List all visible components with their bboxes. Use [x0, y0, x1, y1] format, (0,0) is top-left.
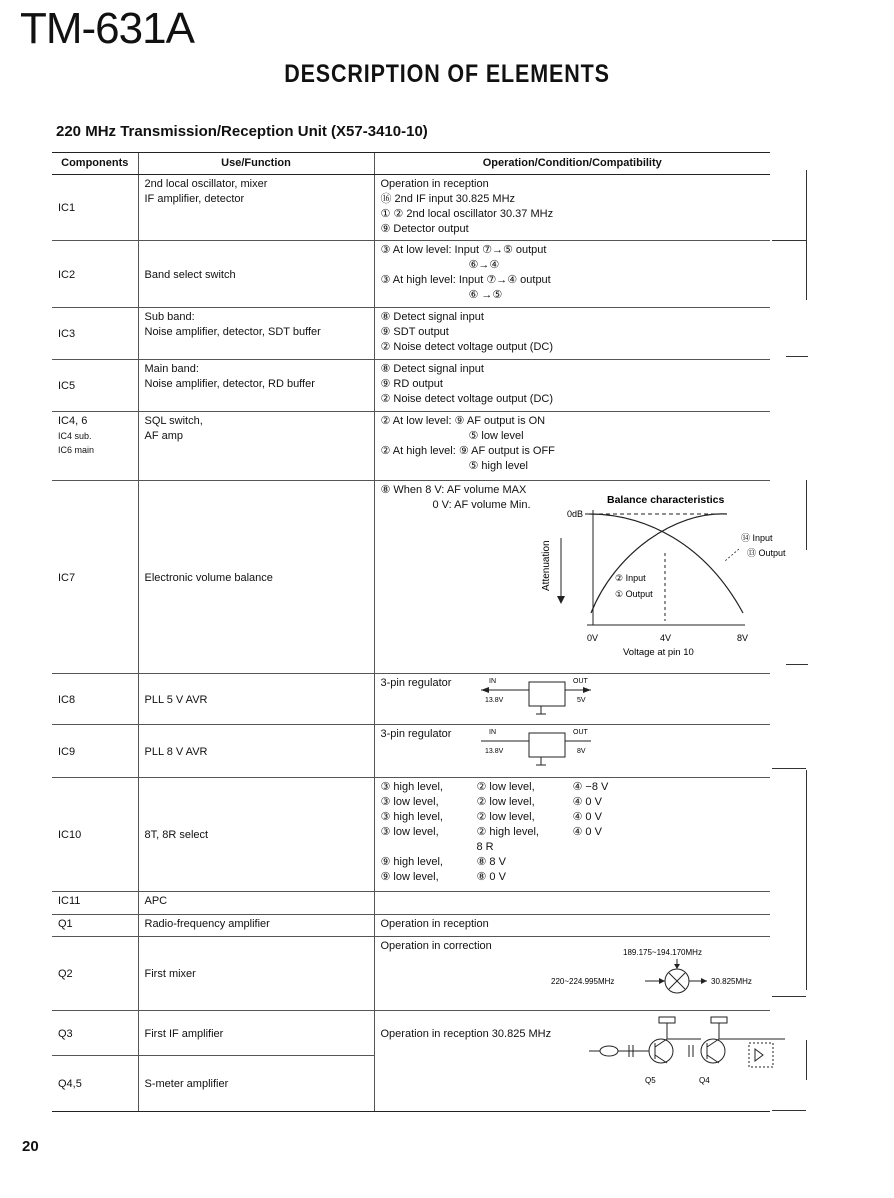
op-line: ③ At low level: Input ⑦→⑤ output	[380, 244, 547, 257]
y-top-label: 0dB	[566, 509, 583, 520]
rf-arrow	[659, 978, 665, 984]
op-line: ⑯ 2nd IF input 30.825 MHz	[380, 193, 516, 205]
component-cell: IC3	[52, 308, 138, 360]
use-cell: APC	[138, 892, 374, 914]
margin-rule	[806, 170, 807, 300]
chart-title: Balance characteristics	[606, 494, 724, 507]
component-cell: IC9	[52, 725, 138, 778]
margin-tick	[772, 240, 806, 241]
use-cell: PLL 8 V AVR	[138, 725, 374, 778]
use-cell	[138, 175, 374, 241]
use-cell	[138, 360, 374, 412]
operation-cell	[374, 778, 770, 892]
reg-arrow	[583, 687, 591, 693]
component-cell: Q4,5	[52, 1055, 138, 1111]
margin-rule	[806, 770, 807, 990]
elements-table	[52, 152, 786, 1112]
use-cell: PLL 5 V AVR	[138, 674, 374, 725]
reg-in-label: IN	[488, 678, 496, 686]
use-line: Main band:	[144, 363, 199, 376]
reg-box	[529, 682, 565, 706]
page-number: 20	[22, 1138, 39, 1155]
op-line: ⑨ Detector output	[380, 223, 469, 235]
component-cell: Q1	[52, 914, 138, 936]
op-line: ⑤ high level	[468, 460, 528, 473]
mixer-diagram	[541, 939, 801, 1009]
table-row	[52, 360, 770, 412]
use-line: Noise amplifier, detector, RD buffer	[144, 378, 315, 391]
op-line: Operation in correction	[380, 939, 492, 952]
rf-label: 220~224.995MHz	[550, 976, 614, 986]
ic10-line: ⑨ high level, ⑧ 8 V	[380, 856, 506, 869]
regulator-diagram	[471, 725, 711, 769]
margin-tick	[772, 996, 806, 997]
table-row	[52, 481, 770, 674]
op-line: Operation in reception 30.825 MHz	[380, 1027, 552, 1040]
use-cell: 8T, 8R select	[138, 778, 374, 892]
curve-right-label: ⑭ Input	[740, 533, 773, 544]
ic10-line: ③ high level, ② low level, ④ −8 V	[380, 781, 609, 794]
detector-block	[749, 1043, 773, 1067]
table-row	[52, 175, 770, 241]
use-cell: S-meter amplifier	[138, 1055, 374, 1111]
use-cell	[138, 412, 374, 481]
op-line: 3-pin regulator	[380, 728, 452, 741]
curve-right-label: ⑬ Output	[746, 548, 786, 559]
curve-left-label: ② Input	[614, 573, 646, 584]
reg-vout-label: 8V	[576, 748, 586, 756]
table-row	[52, 412, 770, 481]
op-line: ② At high level: ⑨ AF output is OFF	[380, 445, 555, 458]
margin-rule	[806, 480, 807, 550]
op-line: ⑨ SDT output	[380, 326, 449, 339]
diode	[755, 1049, 763, 1061]
margin-tick	[786, 356, 808, 357]
margin-tick	[786, 664, 808, 665]
reg-arrow	[481, 687, 489, 693]
operation-cell	[374, 175, 770, 241]
resistor	[711, 1017, 727, 1023]
op-line: ⑧ When 8 V: AF volume MAX	[380, 484, 527, 497]
reg-vin-label: 13.8V	[484, 748, 503, 756]
reg-in-label: IN	[488, 729, 496, 737]
x-tick-label: 0V	[586, 633, 598, 644]
resistor	[659, 1017, 675, 1023]
component-cell: IC10	[52, 778, 138, 892]
table-row	[52, 1011, 770, 1056]
op-line: ⑧ Detect signal input	[380, 363, 484, 376]
lo-arrow	[674, 964, 680, 969]
page-title: DESCRIPTION OF ELEMENTS	[284, 60, 610, 88]
use-cell: Electronic volume balance	[138, 481, 374, 674]
reg-vin-label: 13.8V	[484, 697, 503, 705]
y-arrowhead	[557, 596, 565, 604]
component-cell: IC8	[52, 674, 138, 725]
reg-out-label: OUT	[572, 729, 588, 737]
component-sublabel: IC6 main	[58, 445, 95, 456]
component-cell	[52, 412, 138, 481]
margin-tick	[772, 768, 806, 769]
component-cell: IC7	[52, 481, 138, 674]
section-heading: 220 MHz Transmission/Reception Unit (X57-3410-10)	[56, 123, 428, 140]
component-cell: Q2	[52, 936, 138, 1010]
operation-cell	[374, 241, 770, 308]
component-cell: IC5	[52, 360, 138, 412]
ic10-line: ③ low level, ② high level, ④ 0 V	[380, 826, 602, 839]
component-sublabel: IC4 sub.	[58, 431, 92, 442]
use-line: 2nd local oscillator, mixer	[144, 178, 268, 190]
component-cell: IC2	[52, 241, 138, 308]
table-row	[52, 778, 770, 892]
op-line: ⑨ RD output	[380, 378, 443, 391]
ic10-line: ③ low level, ② low level, ④ 0 V	[380, 796, 602, 809]
use-cell: Radio-frequency amplifier	[138, 914, 374, 936]
ic10-line: ⑨ low level, ⑧ 0 V	[380, 871, 506, 884]
operation-cell: Operation in reception	[374, 914, 770, 936]
op-line: ⑧ Detect signal input	[380, 311, 484, 324]
if-arrow	[701, 978, 707, 984]
reg-out-label: OUT	[572, 678, 588, 686]
balance-chart	[375, 483, 786, 659]
ic10-line: ③ high level, ② low level, ④ 0 V	[380, 811, 602, 824]
column-header: Components	[52, 153, 138, 175]
use-cell	[138, 308, 374, 360]
operation-cell	[374, 1011, 770, 1085]
use-line: AF amp	[144, 430, 184, 443]
op-line: ② Noise detect voltage output (DC)	[380, 341, 553, 354]
op-line: ① ② 2nd local oscillator 30.37 MHz	[380, 208, 554, 220]
q5-label: Q5	[644, 1075, 656, 1085]
if-amp-circuit	[589, 1003, 789, 1093]
column-header: Use/Function	[138, 153, 374, 175]
operation-cell	[374, 412, 770, 481]
table-header-row	[52, 153, 770, 175]
lo-label: 189.175~194.170MHz	[622, 947, 702, 957]
component-cell: IC1	[52, 175, 138, 241]
y-axis-label: Attenuation	[540, 540, 552, 592]
component-cell: IC11	[52, 892, 138, 914]
regulator-diagram	[471, 674, 711, 718]
use-line: IF amplifier, detector	[144, 193, 245, 205]
op-line: 3-pin regulator	[380, 677, 452, 690]
op-line: ② Noise detect voltage output (DC)	[380, 393, 553, 406]
table-row	[52, 308, 770, 360]
op-line: ⑥→④	[468, 259, 500, 272]
use-line: Sub band:	[144, 311, 195, 324]
op-line: Operation in reception	[380, 178, 489, 190]
table-row	[52, 674, 770, 725]
operation-cell	[374, 360, 770, 412]
component-label: IC4, 6	[58, 415, 88, 428]
table-row	[52, 725, 770, 778]
if-label: 30.825MHz	[710, 976, 752, 986]
table-row	[52, 892, 770, 914]
leader-line	[725, 549, 739, 561]
reg-vout-label: 5V	[576, 697, 586, 705]
x-tick-label: 4V	[659, 633, 671, 644]
operation-cell	[374, 725, 770, 778]
margin-rule	[806, 1040, 807, 1080]
operation-cell	[374, 892, 770, 914]
op-line: ⑤ low level	[468, 430, 524, 443]
curve-left-label: ① Output	[614, 589, 653, 600]
reg-box	[529, 733, 565, 757]
q4-label: Q4	[698, 1075, 710, 1085]
table-row	[52, 914, 770, 936]
model-title: TM-631A	[20, 4, 194, 53]
operation-cell	[374, 936, 770, 1010]
use-cell: First mixer	[138, 936, 374, 1010]
use-cell: Band select switch	[138, 241, 374, 308]
op-line: ⑥ →⑤	[468, 289, 503, 302]
use-line: SQL switch,	[144, 415, 203, 428]
use-line: Noise amplifier, detector, SDT buffer	[144, 326, 321, 339]
table-row	[52, 241, 770, 308]
op-line: ② At low level: ⑨ AF output is ON	[380, 415, 546, 428]
operation-cell	[374, 308, 770, 360]
component-cell: Q3	[52, 1011, 138, 1056]
margin-tick	[772, 1110, 806, 1111]
x-tick-label: 8V	[736, 633, 748, 644]
operation-cell	[374, 674, 770, 725]
op-line: 0 V: AF volume Min.	[432, 499, 531, 512]
operation-cell	[374, 481, 786, 674]
x-axis-label: Voltage at pin 10	[622, 647, 694, 659]
column-header: Operation/Condition/Compatibility	[374, 153, 770, 175]
crystal-filter	[600, 1046, 618, 1056]
op-line: ③ At high level: Input ⑦→④ output	[380, 274, 551, 287]
table-row	[52, 936, 770, 1010]
ic10-sublabel: 8 R	[476, 841, 494, 854]
use-cell: First IF amplifier	[138, 1011, 374, 1056]
